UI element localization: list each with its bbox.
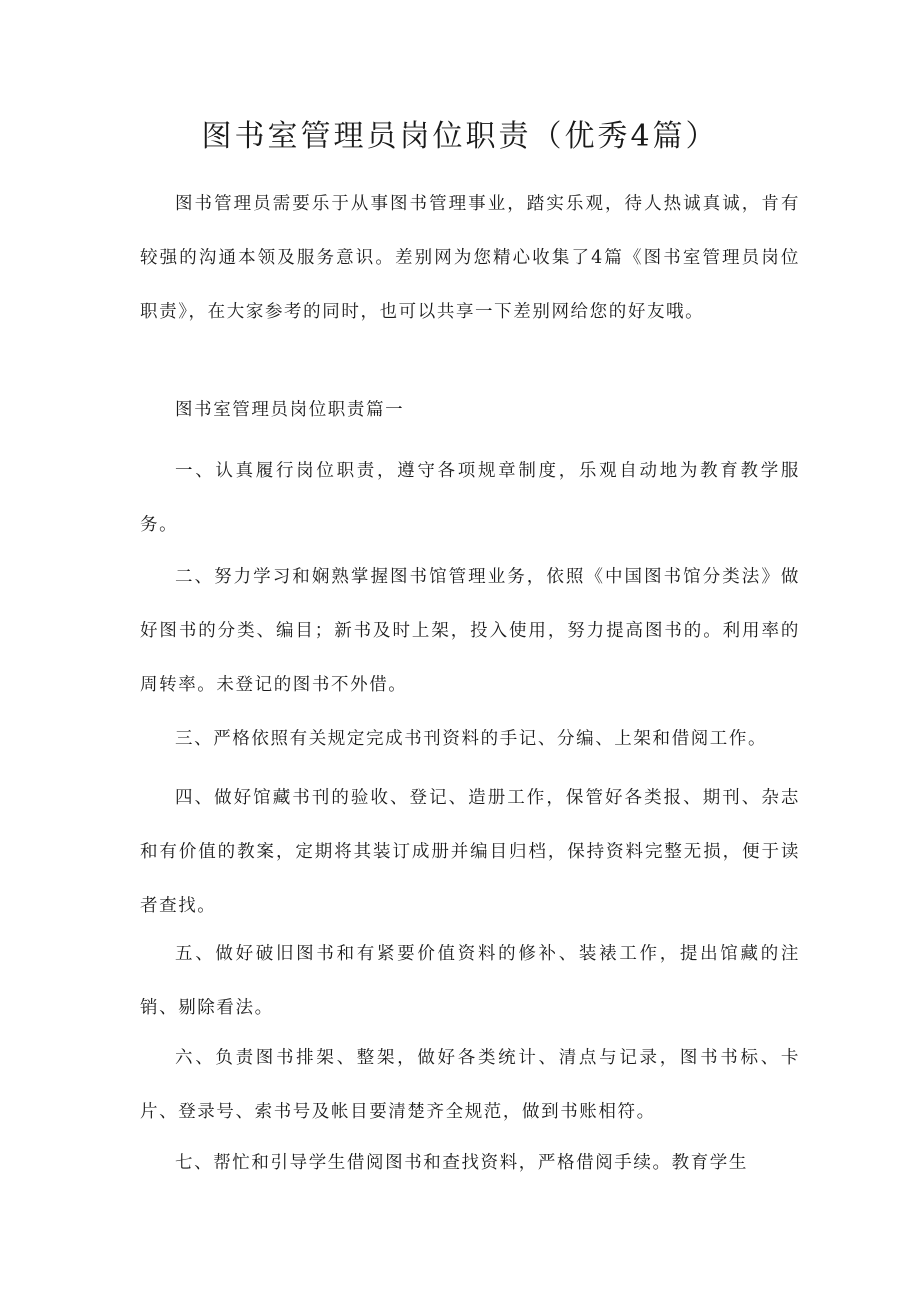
duty-item-4: 四、做好馆藏书刊的验收、登记、造册工作，保管好各类报、期刊、杂志和有价值的教案，定期将其装订成册并编目归档，保持资料完整无损，便于读者查找。 [140, 788, 800, 916]
duty-item-1: 一、认真履行岗位职责，遵守各项规章制度，乐观自动地为教育教学服务。 [140, 461, 800, 535]
duty-item-7: 七、帮忙和引导学生借阅图书和查找资料，严格借阅手续。教育学生 [175, 1153, 748, 1173]
intro-paragraph: 图书管理员需要乐于从事图书管理事业，踏实乐观，待人热诚真诚，肯有较强的沟通本领及服务意识。差别网为您精心收集了4篇《图书室管理员岗位职责》，在大家参考的同时，也可以共享一下差别网给您的好友哦。 [140, 194, 800, 322]
duty-item-3: 三、严格依照有关规定完成书刊资料的手记、分编、上架和借阅工作。 [175, 729, 768, 749]
duty-item-2: 二、努力学习和娴熟掌握图书馆管理业务，依照《中国图书馆分类法》做好图书的分类、编目；新书及时上架，投入使用，努力提高图书的。利用率的周转率。未登记的图书不外借。 [140, 567, 800, 695]
section-heading: 图书室管理员岗位职责篇一 [175, 400, 405, 420]
document-title: 图书室管理员岗位职责（优秀4篇） [201, 119, 719, 154]
duty-item-5: 五、做好破旧图书和有紧要价值资料的修补、装裱工作，提出馆藏的注销、剔除看法。 [140, 944, 800, 1018]
duty-item-6: 六、负责图书排架、整架，做好各类统计、清点与记录，图书书标、卡片、登录号、索书号及帐目要清楚齐全规范，做到书账相符。 [140, 1048, 800, 1122]
